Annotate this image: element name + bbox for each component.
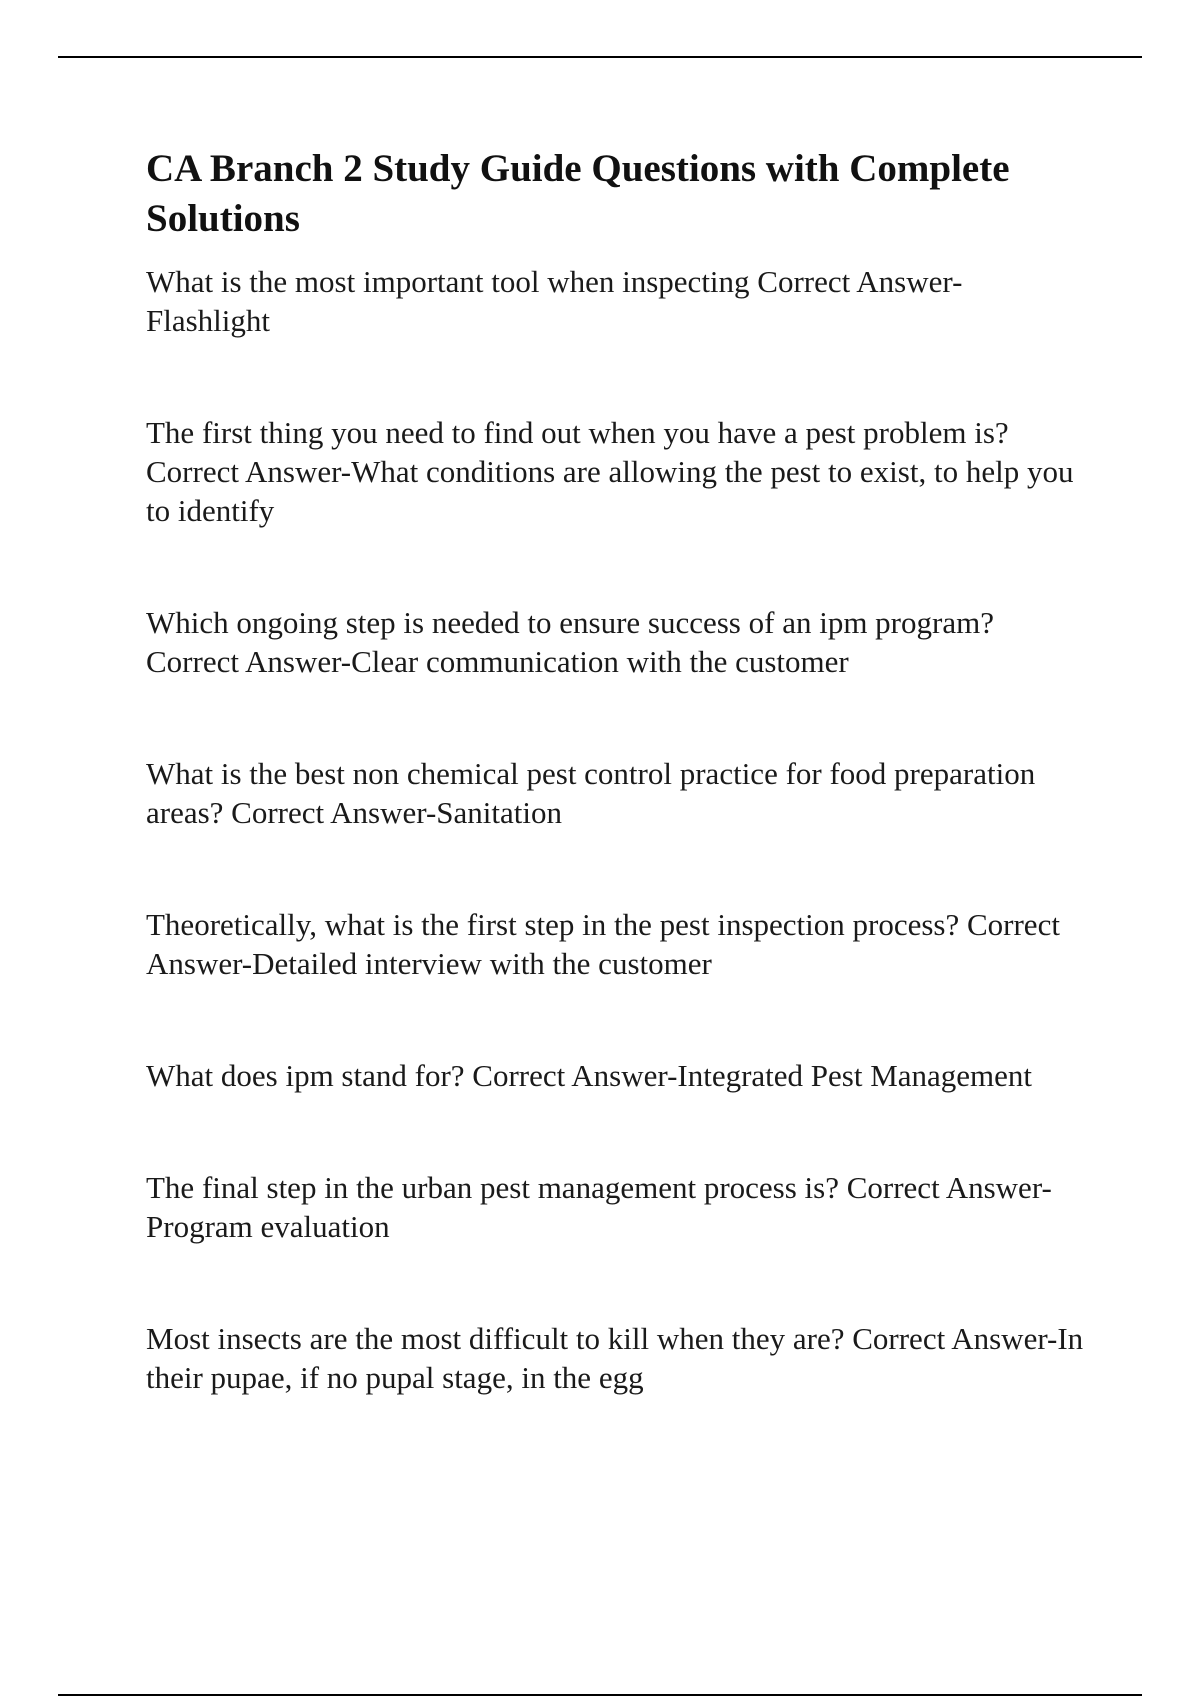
document-title: CA Branch 2 Study Guide Questions with Complete Solutions [146,147,1010,240]
qa-list [146,262,1086,1397]
qa-item: What is the best non chemical pest control practice for food preparation areas? Correct Answer-Sanitation [146,756,1036,830]
qa-item: What does ipm stand for? Correct Answer-Integrated Pest Management [146,1058,1033,1093]
qa-item: The final step in the urban pest management process is? Correct Answer-Program evaluation [146,1170,1052,1244]
qa-item: Most insects are the most difficult to kill when they are? Correct Answer-In their pupae, if no pupal stage, in the egg [146,1321,1084,1395]
qa-item: What is the most important tool when inspecting Correct Answer-Flashlight [146,264,963,338]
qa-item: Theoretically, what is the first step in the pest inspection process? Correct Answer-Detailed interview with the customer [146,907,1060,981]
qa-item: The first thing you need to find out when you have a pest problem is? Correct Answer-What conditions are allowing the pest to exist, to help you to identify [146,415,1074,528]
qa-item: Which ongoing step is needed to ensure success of an ipm program? Correct Answer-Clear communication with the customer [146,605,994,679]
footer-rule [58,1694,1142,1696]
document-body [146,144,1086,1397]
header-rule [58,56,1142,58]
